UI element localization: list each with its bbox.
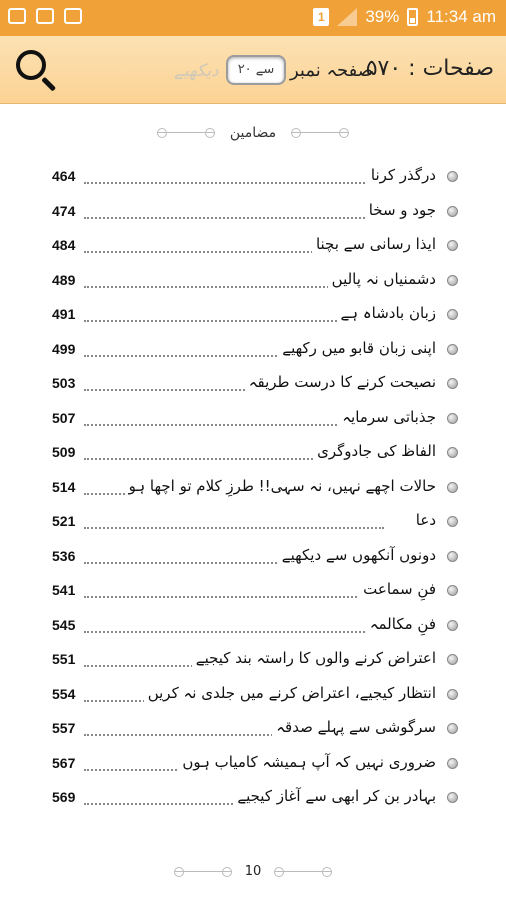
toc-title: انتظار کیجیے، اعتراض کرنے میں جلدی نہ کریں [144,684,436,702]
bullet-icon [447,275,458,286]
toc-page-number: 567 [52,754,76,771]
toc-row[interactable] [0,505,506,540]
toc-title: اپنی زبان قابو میں رکھیے [278,339,436,357]
toc-title: درگذر کرنا [367,166,436,184]
bullet-icon [447,792,458,803]
app-bar [0,36,506,104]
toc-title: بہادر بن کر ابھی سے آغاز کیجیے [233,787,436,805]
toc-page-number: 521 [52,513,76,529]
toc-title: دعا [412,511,436,529]
go-to-page-button[interactable]: دیکھیے [174,61,219,81]
bullet-icon [447,482,458,493]
toc-page-number: 557 [52,720,76,736]
toc-title: فنِ مکالمہ [366,615,436,633]
toc-title: جود و سخا [365,201,436,219]
toc-row[interactable] [0,298,506,333]
toc-title: اعتراض کرنے والوں کا راستہ بند کیجیے [192,649,436,667]
notification-icons [8,8,82,24]
toc-row[interactable] [0,574,506,609]
bullet-icon [447,551,458,562]
toc-row[interactable] [0,264,506,299]
toc-title: الفاظ کی جادوگری [313,442,436,460]
bullet-icon [447,654,458,665]
toc-title: فنِ سماعت [359,580,436,598]
signal-icon [337,8,357,26]
page-number-label: صفحہ نمبر [290,60,374,81]
toc-title: دشمنیاں نہ پالیں [328,270,436,288]
toc-title: دونوں آنکھوں سے دیکھیے [278,546,436,564]
toc-page-number: 503 [52,375,76,391]
toc-title: ضروری نہیں کہ آپ ہمیشہ کامیاب ہوں [178,753,436,771]
table-of-contents [0,160,506,816]
toc-page-number: 484 [52,237,76,253]
dot-leader [84,513,384,529]
page-footer [0,861,506,880]
bullet-icon [447,309,458,320]
toc-page-number: 541 [52,582,76,598]
toc-row[interactable] [0,160,506,195]
toc-row[interactable] [0,540,506,575]
toc-row[interactable] [0,367,506,402]
toc-page-number: 569 [52,789,76,805]
search-button[interactable] [14,48,60,94]
sim-icon: 1 [313,8,329,26]
toc-page-number: 509 [52,444,76,460]
page-number: 10 [244,864,262,879]
toc-page-number: 551 [52,651,76,667]
heart-icon [64,8,82,24]
bullet-icon [447,240,458,251]
toc-row[interactable] [0,436,506,471]
dot-leader [84,203,384,219]
battery-icon [407,8,418,26]
toc-row[interactable] [0,402,506,437]
contents-title: مضامین [229,124,277,141]
bullet-icon [447,758,458,769]
bullet-icon [447,516,458,527]
clock: 11:34 am [426,7,496,26]
bullet-icon [447,171,458,182]
bullet-icon [447,620,458,631]
footer-ornament-right-icon [274,871,332,872]
toc-title: حالات اچھے نہیں، نہ سہی!! طرزِ کلام تو اچھا ہو [125,477,436,495]
search-icon [16,50,46,80]
toc-page-number: 514 [52,478,76,495]
toc-row[interactable] [0,195,506,230]
toc-row[interactable] [0,609,506,644]
bullet-icon [447,585,458,596]
toc-row[interactable] [0,678,506,713]
contents-header [0,122,506,141]
toc-page-number: 536 [52,547,76,564]
toc-row[interactable] [0,747,506,782]
toc-page-number: 489 [52,271,76,288]
status-bar [0,0,506,36]
bullet-icon [447,344,458,355]
toc-row[interactable] [0,229,506,264]
dot-leader [84,617,384,633]
system-indicators [313,7,496,27]
dot-leader [84,582,384,598]
flag-icon [36,8,54,24]
toc-title: نصیحت کرنے کا درست طریقہ [245,373,436,391]
toc-page-number: 491 [52,306,76,322]
toc-title: جذباتی سرمایہ [338,408,436,426]
toc-row[interactable] [0,712,506,747]
gallery-icon [8,8,26,24]
toc-page-number: 545 [52,616,76,633]
contents-page [0,104,506,900]
dot-leader [84,168,384,184]
toc-page-number: 499 [52,340,76,357]
toc-row[interactable] [0,471,506,506]
bullet-icon [447,689,458,700]
toc-row[interactable] [0,333,506,368]
toc-title: زبان بادشاہ ہے [337,304,436,322]
toc-title: ایذا رسانی سے بچنا [312,235,436,253]
toc-page-number: 507 [52,409,76,426]
ornament-right-icon [291,132,349,133]
toc-page-number: 474 [52,202,76,219]
footer-ornament-left-icon [174,871,232,872]
toc-row[interactable] [0,781,506,816]
bullet-icon [447,447,458,458]
toc-row[interactable] [0,643,506,678]
page-number-input[interactable]: ۲۰ سے [226,55,286,85]
bullet-icon [447,723,458,734]
battery-percent: 39% [365,7,400,26]
bullet-icon [447,413,458,424]
total-pages-label: صفحات : ۵۷۰ [365,56,494,81]
bullet-icon [447,206,458,217]
toc-page-number: 554 [52,685,76,702]
toc-title: سرگوشی سے پہلے صدقہ [272,718,436,736]
bullet-icon [447,378,458,389]
toc-page-number: 464 [52,168,76,184]
ornament-left-icon [157,132,215,133]
